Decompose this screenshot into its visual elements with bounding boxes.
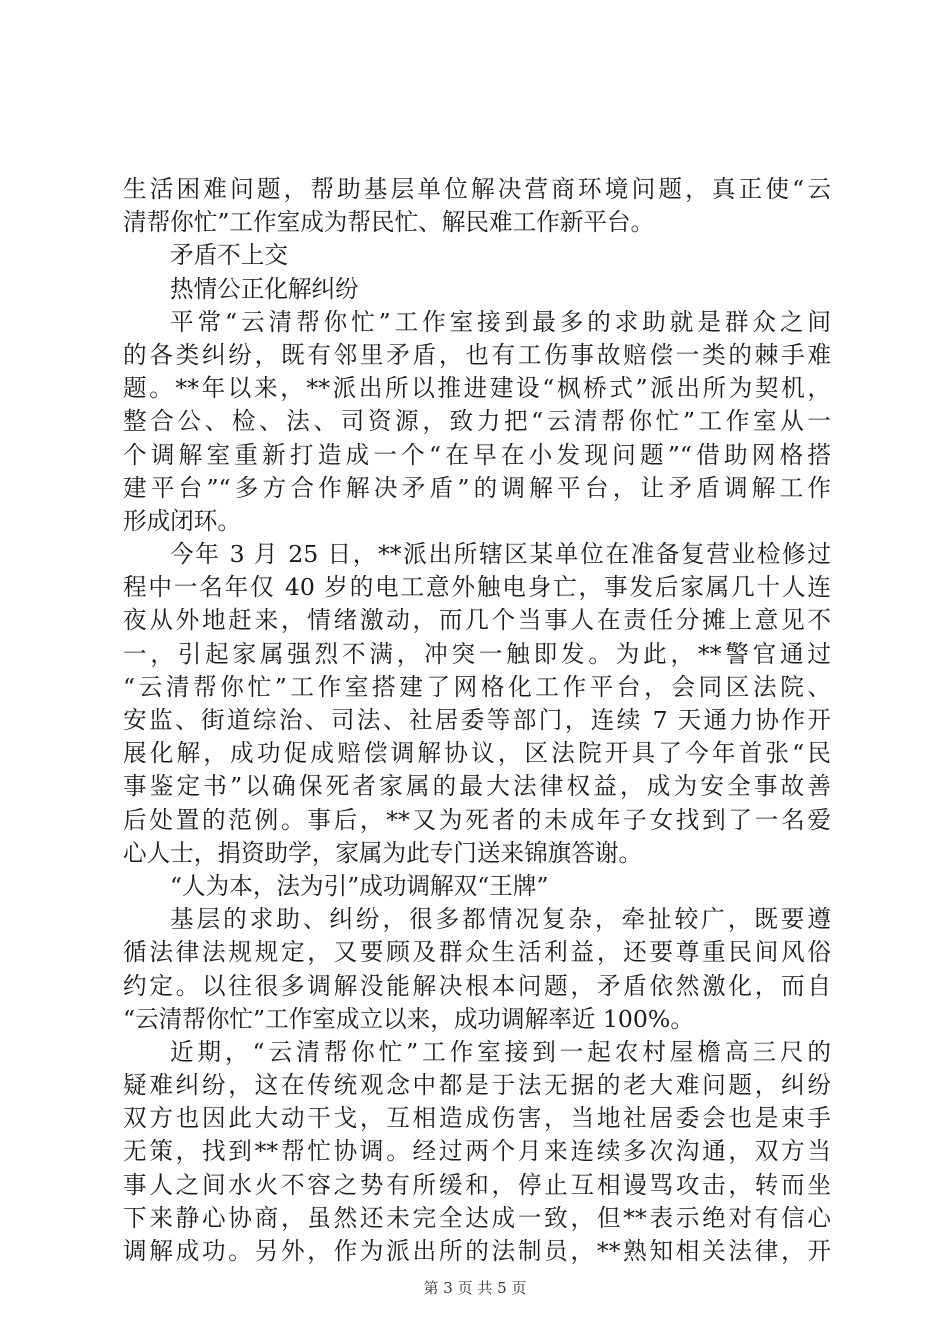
text-line: 程中一名年仅 40 岁的电工意外触电身亡，事发后家属几十人连 — [123, 573, 831, 602]
text-line: 约定。以往很多调解没能解决根本问题，矛盾依然激化，而自 — [123, 971, 831, 1000]
text-line: “云清帮你忙”工作室搭建了网格化工作平台，会同区法院、 — [123, 672, 831, 701]
text-line: 基层的求助、纠纷，很多都情况复杂，牵扯较广，既要遵 — [170, 905, 831, 934]
text-line: 形成闭环。 — [123, 506, 241, 535]
text-line: 生活困难问题，帮助基层单位解决营商环境问题，真正使“云 — [123, 175, 831, 203]
text-line: 安监、街道综治、司法、社居委等部门，连续 7 天通力协作开 — [123, 706, 831, 734]
text-line: 事鉴定书”以确保死者家属的最大法律权益，成为安全事故善 — [123, 772, 831, 801]
text-line: 展化解，成功促成赔偿调解协议，区法院开具了今年首张“民 — [123, 739, 831, 768]
text-line: 事人之间水火不容之势有所缓和，停止互相谩骂攻击，转而坐 — [123, 1170, 831, 1199]
document-body — [123, 173, 831, 1268]
text-line: 热情公正化解纠纷 — [170, 274, 359, 303]
text-line: 题。**年以来，**派出所以推进建设“枫桥式”派出所为契机， — [123, 374, 831, 403]
text-line: 整合公、检、法、司资源，致力把“云清帮你忙”工作室从一 — [123, 407, 831, 436]
text-line: 夜从外地赶来，情绪激动，而几个当事人在责任分摊上意见不 — [123, 606, 831, 635]
text-line: “云清帮你忙”工作室成立以来，成功调解率近 100%。 — [123, 1004, 694, 1033]
text-line: 今年 3 月 25 日，**派出所辖区某单位在准备复营业检修过 — [170, 540, 831, 569]
page-footer: 第 3 页 共 5 页 — [423, 1279, 527, 1297]
text-line: 清帮你忙”工作室成为帮民忙、解民难工作新平台。 — [123, 208, 655, 237]
text-line: 个调解室重新打造成一个“在早在小发现问题”“借助网格搭 — [123, 440, 831, 469]
text-line: 平常“云清帮你忙”工作室接到最多的求助就是群众之间 — [170, 307, 831, 336]
text-line: 建平台”“多方合作解决矛盾”的调解平台，让矛盾调解工作 — [123, 473, 831, 502]
text-line: 下来静心协商，虽然还未完全达成一致，但**表示绝对有信心 — [123, 1203, 831, 1232]
text-line: 心人士，捐资助学，家属为此专门送来锦旗答谢。 — [123, 838, 643, 867]
text-line: 调解成功。另外，作为派出所的法制员，**熟知相关法律，开 — [123, 1237, 831, 1265]
text-line: 无策，找到**帮忙协调。经过两个月来连续多次沟通，双方当 — [123, 1137, 831, 1166]
text-line: 后处置的范例。事后，**又为死者的未成年子女找到了一名爱 — [123, 805, 831, 834]
text-line: 循法律法规规定，又要顾及群众生活利益，还要尊重民间风俗 — [123, 938, 831, 967]
text-line: 矛盾不上交 — [170, 241, 288, 270]
text-line: 近期，“云清帮你忙”工作室接到一起农村屋檐高三尺的 — [170, 1037, 831, 1066]
text-line: 的各类纠纷，既有邻里矛盾，也有工伤事故赔偿一类的棘手难 — [123, 340, 831, 369]
text-line: 双方也因此大动干戈，互相造成伤害，当地社居委会也是束手 — [123, 1104, 831, 1133]
text-line: 一，引起家属强烈不满，冲突一触即发。为此，**警官通过 — [123, 639, 831, 668]
text-line: 疑难纠纷，这在传统观念中都是于法无据的老大难问题，纠纷 — [123, 1071, 831, 1100]
text-line: “人为本，法为引”成功调解双“王牌” — [170, 871, 549, 900]
